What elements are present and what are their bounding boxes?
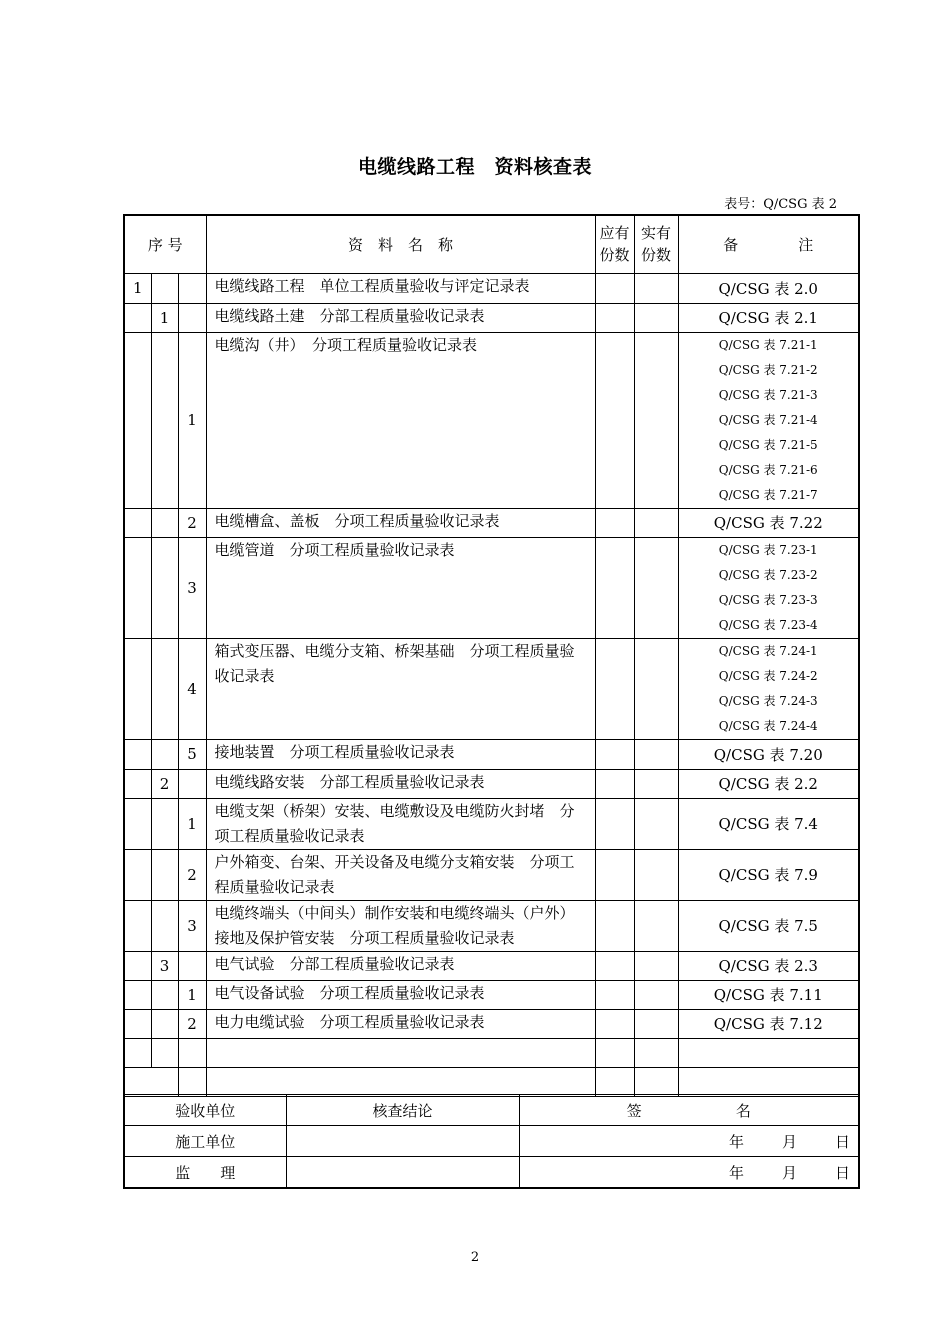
seq-level-3	[178, 769, 206, 798]
item-name: 电缆沟（井） 分项工程质量验收记录表	[206, 332, 595, 508]
item-name: 电缆线路安装 分部工程质量验收记录表	[206, 769, 595, 798]
remark-ref: Q/CSG 表 7.23-4	[718, 617, 818, 632]
seq-level-3	[178, 303, 206, 332]
signoff-sign-header	[519, 1095, 859, 1126]
actual-count	[634, 739, 678, 769]
remark-ref: Q/CSG 表 7.24-4	[718, 718, 818, 733]
table-row	[124, 798, 859, 849]
seq-level-3: 3	[178, 900, 206, 951]
remark-cell: Q/CSG 表 2.0	[678, 273, 859, 303]
remark-ref: Q/CSG 表 7.23-2	[718, 567, 818, 582]
date-year: 年	[728, 1132, 744, 1151]
required-count	[595, 769, 634, 798]
remark-cell	[678, 1038, 859, 1067]
seq-level-1	[124, 798, 151, 849]
seq-level-1	[124, 537, 151, 638]
seq-level-2	[151, 638, 178, 739]
required-count	[595, 508, 634, 537]
actual-count	[634, 273, 678, 303]
actual-count	[634, 798, 678, 849]
seq-level-3	[178, 1038, 206, 1067]
signoff-row-contractor	[124, 1126, 859, 1157]
seq-level-2	[151, 980, 178, 1009]
table-row	[124, 980, 859, 1009]
table-row	[124, 769, 859, 798]
seq-level-3: 1	[178, 332, 206, 508]
seq-level-1	[124, 303, 151, 332]
remark-ref: Q/CSG 表 7.21-1	[718, 337, 818, 352]
seq-level-1	[124, 508, 151, 537]
item-name: 电缆槽盒、盖板 分项工程质量验收记录表	[206, 508, 595, 537]
table-row	[124, 951, 859, 980]
required-count	[595, 739, 634, 769]
table-row	[124, 537, 859, 638]
required-count	[595, 1009, 634, 1038]
remark-cell: Q/CSG 表 7.9	[678, 849, 859, 900]
actual-count	[634, 303, 678, 332]
required-count	[595, 303, 634, 332]
actual-count	[634, 1038, 678, 1067]
item-name: 户外箱变、台架、开关设备及电缆分支箱安装 分项工程质量验收记录表	[206, 849, 595, 900]
item-name	[206, 1067, 595, 1096]
seq-level-3	[178, 951, 206, 980]
seq-level-2: 3	[151, 951, 178, 980]
signoff-table	[123, 1094, 860, 1189]
header-name: 资 料 名 称	[206, 215, 595, 273]
item-name: 电缆终端头（中间头）制作安装和电缆终端头（户外）接地及保护管安装 分项工程质量验收记录表	[206, 900, 595, 951]
item-name: 电缆线路土建 分部工程质量验收记录表	[206, 303, 595, 332]
remark-cell: Q/CSG 表 2.1	[678, 303, 859, 332]
checklist-table	[123, 214, 860, 1097]
date-year: 年	[728, 1163, 744, 1182]
table-row	[124, 739, 859, 769]
seq-level-2	[151, 1009, 178, 1038]
sign-date-contractor[interactable]	[519, 1126, 859, 1157]
seq-level-1	[124, 849, 151, 900]
seq-level-1	[124, 951, 151, 980]
table-row	[124, 273, 859, 303]
date-month: 月	[781, 1163, 797, 1182]
required-count	[595, 900, 634, 951]
required-count	[595, 1038, 634, 1067]
remark-ref: Q/CSG 表 7.24-2	[718, 668, 818, 683]
seq-level-1	[124, 332, 151, 508]
actual-count	[634, 508, 678, 537]
remark-ref: Q/CSG 表 7.21-2	[718, 362, 818, 377]
remark-ref: Q/CSG 表 7.21-5	[718, 437, 818, 452]
remark-cell: Q/CSG 表 7.20	[678, 739, 859, 769]
remark-cell: Q/CSG 表 2.2	[678, 769, 859, 798]
table-row	[124, 332, 859, 508]
required-count	[595, 273, 634, 303]
remark-cell	[678, 638, 859, 739]
required-count	[595, 849, 634, 900]
seq-level-2	[151, 1038, 178, 1067]
required-count	[595, 1067, 634, 1096]
seq-level-1	[124, 1067, 178, 1096]
seq-level-2: 2	[151, 769, 178, 798]
table-row	[124, 1009, 859, 1038]
seq-level-1	[124, 769, 151, 798]
remark-cell: Q/CSG 表 7.11	[678, 980, 859, 1009]
actual-count	[634, 849, 678, 900]
required-count	[595, 951, 634, 980]
seq-level-1	[124, 900, 151, 951]
remark-ref: Q/CSG 表 7.21-7	[718, 487, 818, 502]
seq-level-3: 1	[178, 798, 206, 849]
actual-count	[634, 900, 678, 951]
table-row	[124, 849, 859, 900]
sign-char-2: 名	[735, 1101, 751, 1120]
seq-level-3: 2	[178, 508, 206, 537]
header-required	[595, 215, 634, 273]
item-name: 接地装置 分项工程质量验收记录表	[206, 739, 595, 769]
seq-level-1	[124, 980, 151, 1009]
actual-count	[634, 769, 678, 798]
item-name: 电气试验 分部工程质量验收记录表	[206, 951, 595, 980]
actual-count	[634, 980, 678, 1009]
seq-level-2	[151, 273, 178, 303]
unit-supervisor: 监 理	[124, 1157, 286, 1189]
remark-ref: Q/CSG 表 7.21-6	[718, 462, 818, 477]
date-month: 月	[781, 1132, 797, 1151]
page-number: 2	[470, 1250, 480, 1265]
remark-cell	[678, 537, 859, 638]
seq-level-2	[151, 537, 178, 638]
conclusion-supervisor[interactable]	[286, 1157, 519, 1189]
seq-level-3: 2	[178, 849, 206, 900]
remark-ref: Q/CSG 表 7.23-1	[718, 542, 818, 557]
header-seq: 序 号	[124, 215, 206, 273]
signoff-unit-header: 验收单位	[124, 1095, 286, 1126]
seq-level-2	[151, 508, 178, 537]
remark-ref: Q/CSG 表 7.21-4	[718, 412, 818, 427]
sign-date-supervisor[interactable]	[519, 1157, 859, 1189]
sign-char-1: 签	[626, 1101, 642, 1120]
item-name: 箱式变压器、电缆分支箱、桥架基础 分项工程质量验收记录表	[206, 638, 595, 739]
remark-cell: Q/CSG 表 2.3	[678, 951, 859, 980]
actual-count	[634, 332, 678, 508]
seq-level-3: 2	[178, 1009, 206, 1038]
remark-cell	[678, 1067, 859, 1096]
table-row	[124, 508, 859, 537]
unit-contractor: 施工单位	[124, 1126, 286, 1157]
seq-level-3: 1	[178, 980, 206, 1009]
seq-level-1	[124, 1009, 151, 1038]
required-count	[595, 537, 634, 638]
conclusion-contractor[interactable]	[286, 1126, 519, 1157]
header-actual	[634, 215, 678, 273]
signoff-conclusion-header: 核查结论	[286, 1095, 519, 1126]
seq-level-2	[151, 900, 178, 951]
signoff-header-row	[124, 1095, 859, 1126]
header-required-line2: 份数	[599, 246, 630, 265]
remark-ref: Q/CSG 表 7.21-3	[718, 387, 818, 402]
date-day: 日	[834, 1132, 850, 1151]
header-remark: 备 注	[678, 215, 859, 273]
page-title: 电缆线路工程 资料核查表	[357, 156, 592, 178]
actual-count	[634, 638, 678, 739]
required-count	[595, 798, 634, 849]
item-name: 电缆管道 分项工程质量验收记录表	[206, 537, 595, 638]
seq-level-1: 1	[124, 273, 151, 303]
remark-cell: Q/CSG 表 7.4	[678, 798, 859, 849]
seq-level-2	[151, 798, 178, 849]
seq-level-1	[124, 1038, 151, 1067]
table-row	[124, 303, 859, 332]
actual-count	[634, 1067, 678, 1096]
seq-level-1	[124, 739, 151, 769]
required-count	[595, 980, 634, 1009]
date-day: 日	[834, 1163, 850, 1182]
actual-count	[634, 1009, 678, 1038]
seq-level-2: 1	[151, 303, 178, 332]
table-row	[124, 900, 859, 951]
required-count	[595, 638, 634, 739]
remark-ref: Q/CSG 表 7.23-3	[718, 592, 818, 607]
seq-level-2	[151, 739, 178, 769]
table-header-row	[124, 215, 859, 273]
table-row	[124, 1038, 859, 1067]
item-name: 电力电缆试验 分项工程质量验收记录表	[206, 1009, 595, 1038]
header-required-line1: 应有	[599, 224, 630, 243]
header-actual-line2: 份数	[640, 246, 671, 265]
actual-count	[634, 537, 678, 638]
item-name	[206, 1038, 595, 1067]
seq-level-3: 5	[178, 739, 206, 769]
seq-level-2	[151, 849, 178, 900]
table-row	[124, 1067, 859, 1096]
table-row	[124, 638, 859, 739]
seq-level-3: 4	[178, 638, 206, 739]
seq-level-2	[151, 332, 178, 508]
remark-cell: Q/CSG 表 7.5	[678, 900, 859, 951]
seq-level-3	[178, 1067, 206, 1096]
seq-level-3: 3	[178, 537, 206, 638]
item-name: 电气设备试验 分项工程质量验收记录表	[206, 980, 595, 1009]
item-name: 电缆支架（桥架）安装、电缆敷设及电缆防火封堵 分项工程质量验收记录表	[206, 798, 595, 849]
remark-ref: Q/CSG 表 7.24-1	[718, 643, 818, 658]
seq-level-3	[178, 273, 206, 303]
signoff-row-supervisor	[124, 1157, 859, 1189]
remark-ref: Q/CSG 表 7.24-3	[718, 693, 818, 708]
form-number: 表号：Q/CSG 表 2	[724, 197, 837, 212]
seq-level-1	[124, 638, 151, 739]
header-actual-line1: 实有	[640, 224, 671, 243]
remark-cell: Q/CSG 表 7.12	[678, 1009, 859, 1038]
item-name: 电缆线路工程 单位工程质量验收与评定记录表	[206, 273, 595, 303]
remark-cell	[678, 332, 859, 508]
remark-cell: Q/CSG 表 7.22	[678, 508, 859, 537]
actual-count	[634, 951, 678, 980]
required-count	[595, 332, 634, 508]
